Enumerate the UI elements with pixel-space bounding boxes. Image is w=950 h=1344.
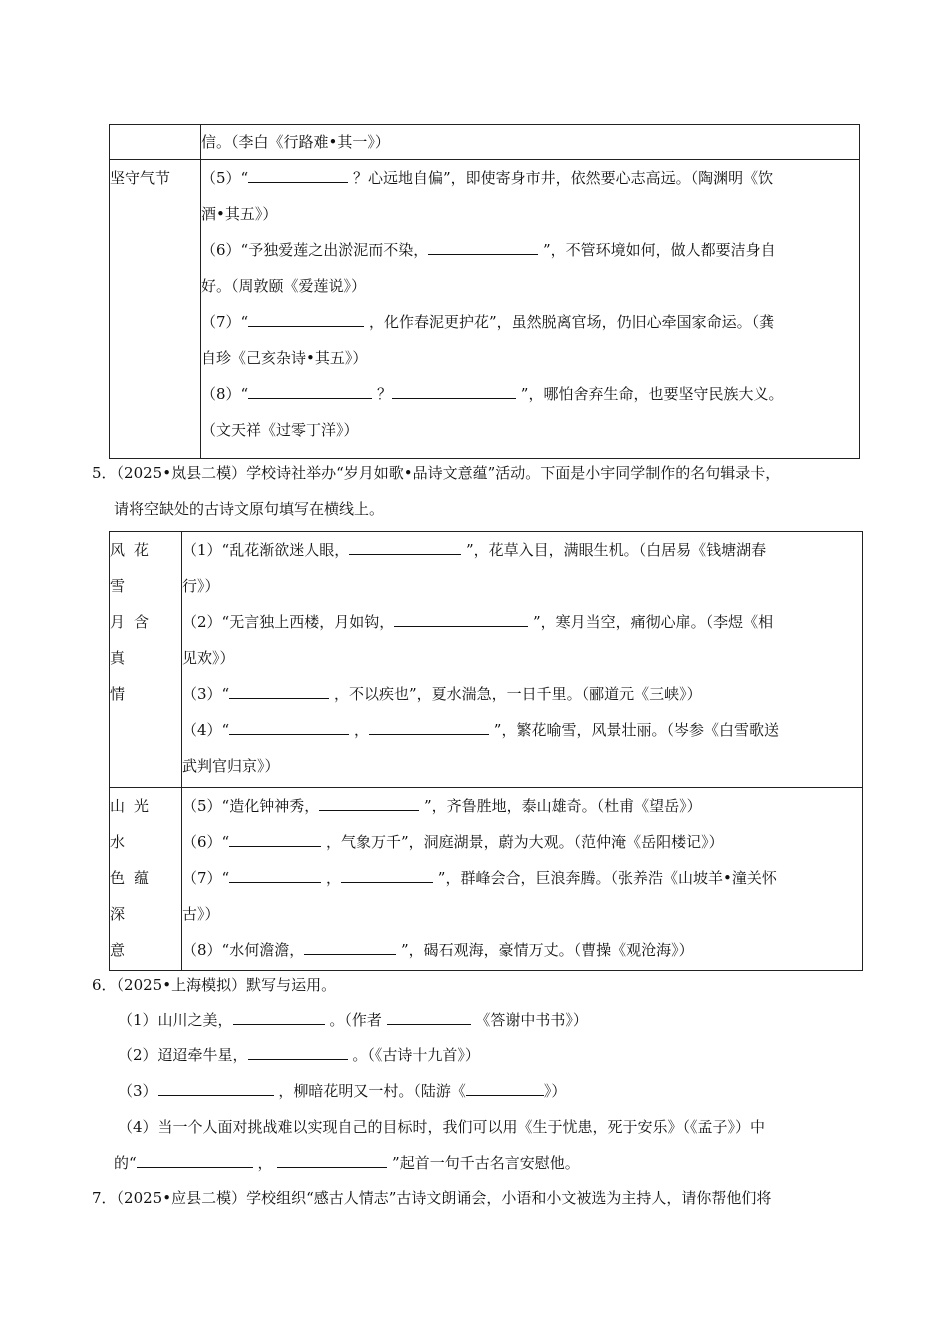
answer-blank[interactable] xyxy=(341,868,433,883)
answer-blank[interactable] xyxy=(229,684,329,699)
q6-intro: 6．（2025•上海模拟）默写与运用。 xyxy=(92,976,337,994)
answer-blank[interactable] xyxy=(248,384,372,399)
question-line-5: （5）“造化钟神秀， ”，齐鲁胜地，泰山雄奇。（杜甫《望岳》） xyxy=(182,797,702,815)
answer-blank[interactable] xyxy=(369,720,489,735)
text-line: 信。（李白《行路难•其一》） xyxy=(201,133,390,151)
category-cell: 风花雪 月含真 情 xyxy=(110,532,182,788)
answer-blank[interactable] xyxy=(428,240,538,255)
question-line-8: （8）“ ？ ”，哪怕舍弃生命，也要坚守民族大义。 xyxy=(201,385,784,403)
question-line-6: （6）“予独爱莲之出淤泥而不染， ”，不管环境如何，做人都要洁身自 xyxy=(201,241,776,259)
question-line-3: （3）“ ，不以疾也”，夏水湍急，一日千里。（郦道元《三峡》） xyxy=(182,685,702,703)
q6-item-2: （2）迢迢牵牛星， 。（《古诗十九首》） xyxy=(118,1046,480,1064)
question-number: 5． xyxy=(92,464,117,482)
q7-intro: 7．（2025•应县二模）学校组织“感古人情志”古诗文朗诵会，小语和小文被选为主持人，请你帮他们将 xyxy=(92,1189,772,1207)
table-row xyxy=(110,125,860,160)
answer-blank[interactable] xyxy=(233,1010,325,1025)
question-number: 6． xyxy=(92,976,117,994)
answer-blank[interactable] xyxy=(392,384,516,399)
text-line: 见欢》） xyxy=(182,649,235,667)
q6-item-3: （3） ，柳暗花明又一村。（陆游《 》） xyxy=(118,1082,567,1100)
table-row xyxy=(110,788,863,971)
question-line-8: （8）“水何澹澹， ”，碣石观海，豪情万丈。（曹操《观沧海》） xyxy=(182,941,694,959)
text-line: 武判官归京》） xyxy=(182,757,280,775)
text-line: 古》） xyxy=(182,905,220,923)
question-line-6: （6）“ ，气象万千”，洞庭湖景，蔚为大观。（范仲淹《岳阳楼记》） xyxy=(182,833,724,851)
q6-item-4-line1: （4）当一个人面对挑战难以实现自己的目标时，我们可以用《生于忧患，死于安乐》（《孟子》）中 xyxy=(118,1118,766,1136)
answer-blank[interactable] xyxy=(466,1081,544,1096)
answer-blank[interactable] xyxy=(387,1010,471,1025)
text-line: 行》） xyxy=(182,577,220,595)
answer-blank[interactable] xyxy=(229,720,349,735)
answer-blank[interactable] xyxy=(248,168,348,183)
answer-blank[interactable] xyxy=(304,940,396,955)
category-cell: 山光水 色蕴深 意 xyxy=(110,788,182,971)
answer-blank[interactable] xyxy=(158,1081,274,1096)
answer-blank[interactable] xyxy=(248,1045,348,1060)
question-line-4: （4）“ ， ”，繁花喻雪，风景壮丽。（岑参《白雪歌送 xyxy=(182,721,779,739)
question-line-7: （7）“ ，化作春泥更护花”，虽然脱离官场，仍旧心牵国家命运。（龚 xyxy=(201,313,775,331)
text-line: 酒•其五》） xyxy=(201,205,278,223)
table-row xyxy=(110,160,860,459)
answer-blank[interactable] xyxy=(349,540,461,555)
question-line-7: （7）“ ， ”，群峰会合，巨浪奔腾。（张养浩《山坡羊•潼关怀 xyxy=(182,869,777,887)
q6-item-1: （1）山川之美， 。（作者 《答谢中书书》） xyxy=(118,1011,588,1029)
text-line: 好。（周敦颐《爱莲说》） xyxy=(201,277,367,295)
question-line-1: （1）“乱花渐欲迷人眼， ”，花草入目，满眼生机。（白居易《钱塘湖春 xyxy=(182,541,767,559)
question-number: 7． xyxy=(92,1189,117,1207)
question-line-5: （5）“ ？心远地自偏”，即使寄身市井，依然要心志高远。（陶渊明《饮 xyxy=(201,169,774,187)
text-line: 自珍《己亥杂诗•其五》） xyxy=(201,349,368,367)
answer-blank[interactable] xyxy=(394,612,528,627)
table-top xyxy=(109,124,860,459)
category-cell: 坚守气节 xyxy=(110,160,201,459)
table-q5 xyxy=(109,531,863,971)
text-line: （文天祥《过零丁洋》） xyxy=(201,421,359,439)
table-row xyxy=(110,532,863,788)
answer-blank[interactable] xyxy=(319,796,419,811)
q5-intro-line1: 5．（2025•岚县二模）学校诗社举办“岁月如歌•品诗文意蕴”活动。下面是小宇同学制作的名句辑录卡， xyxy=(92,464,781,482)
question-line-2: （2）“无言独上西楼，月如钩， ”，寒月当空，痛彻心扉。（李煜《相 xyxy=(182,613,774,631)
answer-blank[interactable] xyxy=(229,832,321,847)
category-cell-empty xyxy=(110,125,201,160)
q6-item-4-line2: 的“ ， ”起首一句千古名言安慰他。 xyxy=(114,1154,580,1172)
answer-blank[interactable] xyxy=(229,868,321,883)
answer-blank[interactable] xyxy=(277,1153,387,1168)
answer-blank[interactable] xyxy=(248,312,364,327)
q5-intro-line2: 请将空缺处的古诗文原句填写在横线上。 xyxy=(114,500,385,518)
answer-blank[interactable] xyxy=(137,1153,253,1168)
